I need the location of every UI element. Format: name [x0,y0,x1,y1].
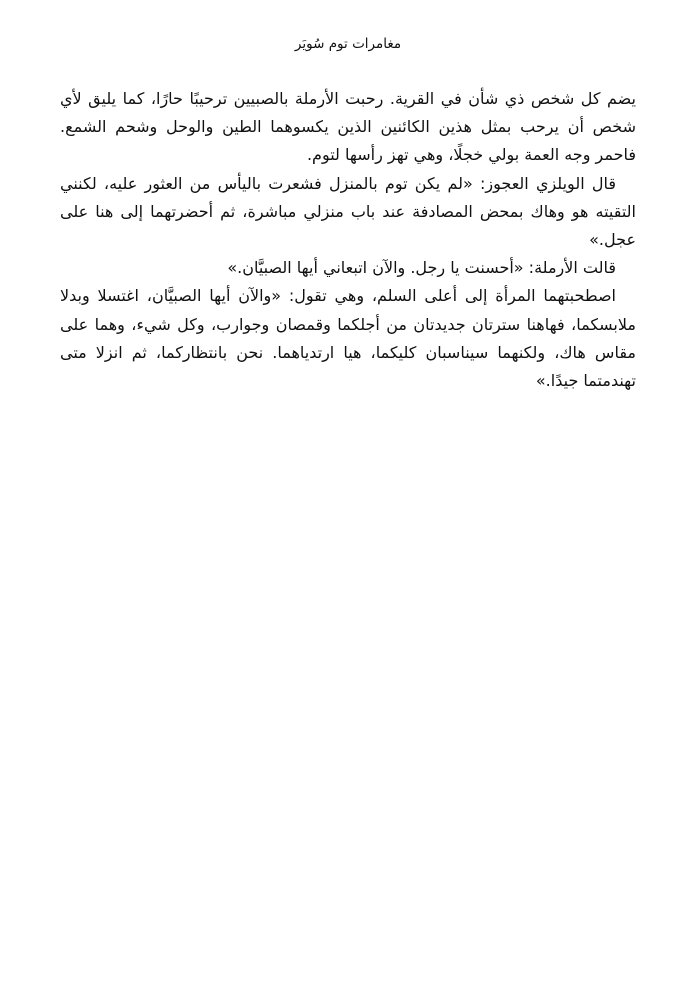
paragraph-1: يضم كل شخص ذي شأن في القرية. رحبت الأرملة بالصبيين ترحيبًا حارًا، كما يليق لأي شخص أن يرحب بمثل هذين الكائنين الذين يكسوهما الطين والوحل وشحم الشمع. فاحمر وجه العمة بولي خجلًا، وهي تهز رأسها لتوم. [60,89,636,165]
paragraph-2: قال الويلزي العجوز: «لم يكن توم بالمنزل فشعرت باليأس من العثور عليه، لكنني التقيته هو وهاك بمحض المصادفة عند باب منزلي مباشرة، ثم أحضرتهما إلى هنا على عجل.» [60,173,636,250]
body-text [60,85,636,395]
paragraph-3: قالت الأرملة: «أحسنت يا رجل. والآن اتبعاني أيها الصبيَّان.» [227,258,616,278]
running-header-title: مغامرات توم سُويَر [294,36,402,52]
paragraph-4: اصطحبتهما المرأة إلى أعلى السلم، وهي تقول: «والآن أيها الصبيَّان، اغتسلا وبدلا ملابسكما، فهاهنا سترتان جديدتان من أجلكما وقمصان وجوارب، وكل شيء، وهما على مقاس هاك، ولكنهما سيناسبان كليكما، هيا ارتدياهما. نحن بانتظاركما، ثم انزلا متى تهندمتما جيدًا.» [60,286,636,391]
